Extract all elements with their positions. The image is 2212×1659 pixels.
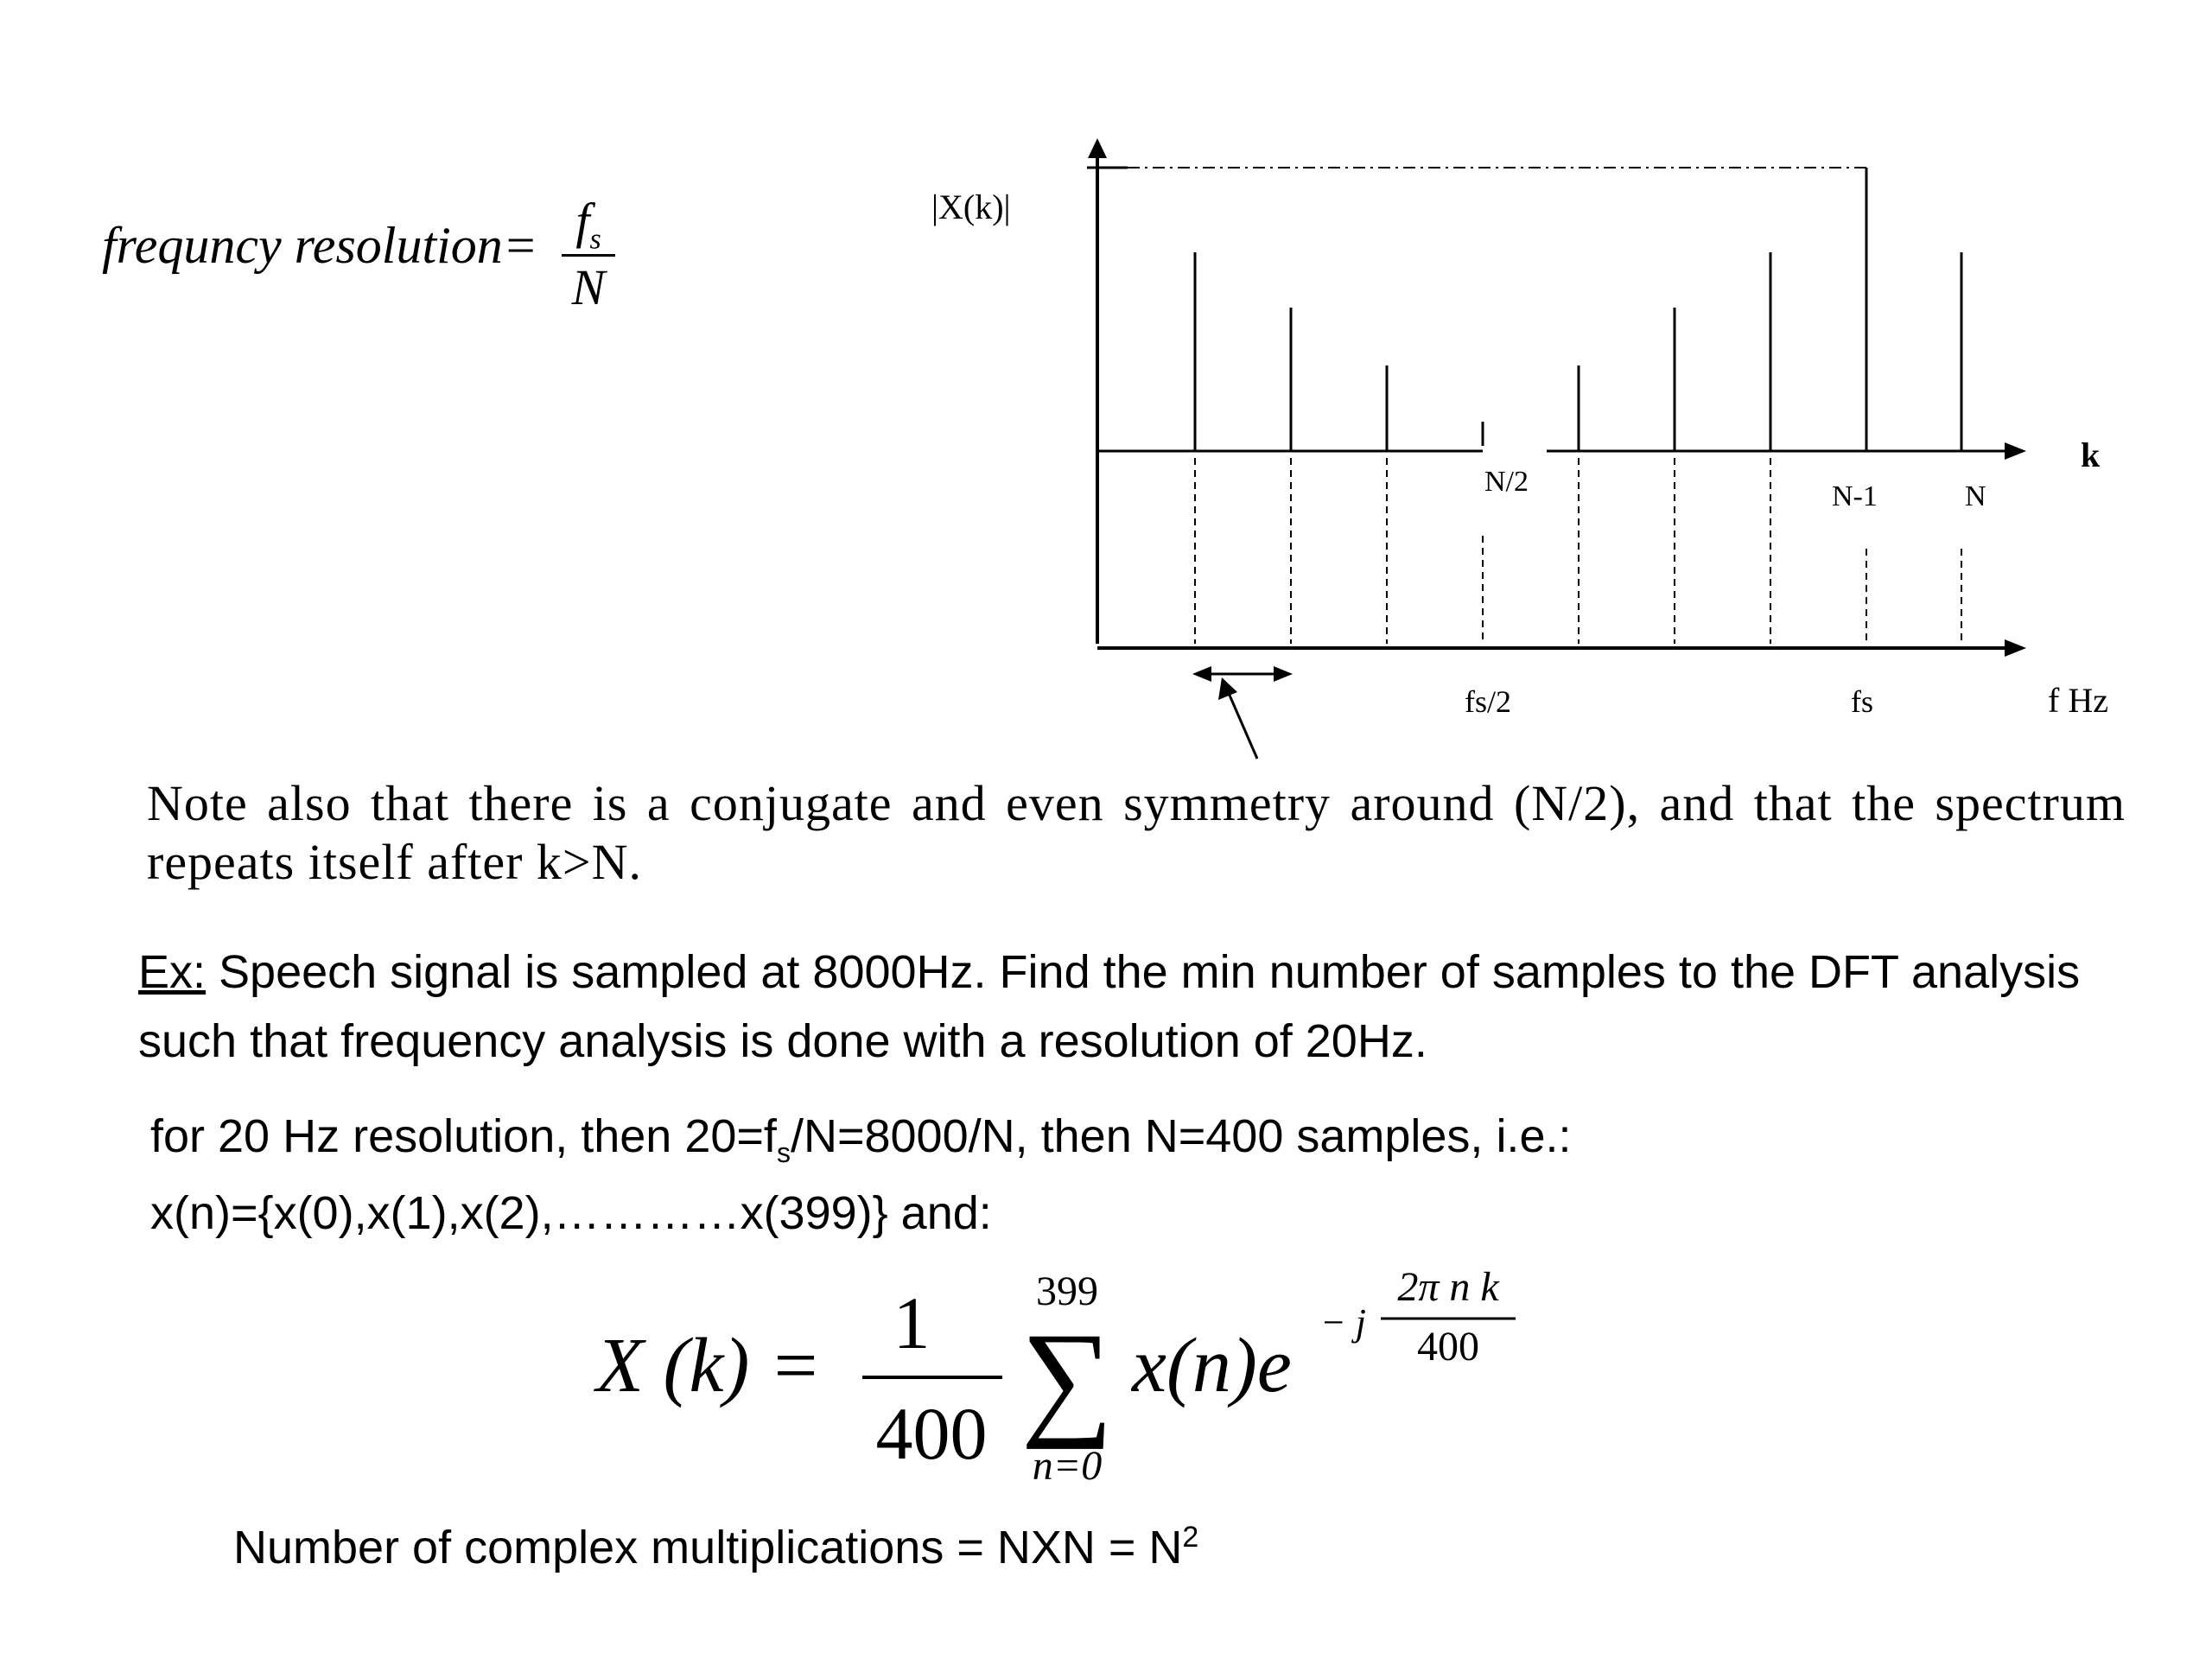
dft-sum-lower: n=0	[1032, 1443, 1103, 1489]
tick-label-n-half: N/2	[1484, 466, 1529, 498]
dft-summand: x(n)e	[1132, 1323, 1292, 1408]
dft-formula	[588, 1262, 1555, 1495]
calc-line-2: x(n)={x(0),x(1),x(2),…………x(399)} and:	[150, 1186, 992, 1239]
resolution-arrowhead-right	[1274, 666, 1293, 682]
solution-calculation	[150, 1106, 2138, 1243]
example-prefix: Ex:	[138, 946, 207, 998]
f-axis-arrowhead	[2005, 639, 2026, 657]
tick-label-n: N	[1965, 480, 1986, 512]
tick-label-n-minus-1: N-1	[1832, 480, 1878, 512]
y-axis-label: |X(k)|	[931, 188, 1011, 226]
y-axis-arrowhead	[1088, 138, 1107, 158]
dft-lhs: X (k) =	[596, 1323, 822, 1408]
dft-sigma: ∑	[1020, 1306, 1114, 1450]
example-problem	[138, 938, 2126, 1076]
example-text: Speech signal is sampled at 8000Hz. Find the min number of samples to the DFT analysis such that frequency analysis is done with a resolution of 20Hz.	[138, 946, 2081, 1067]
resolution-pointer-head	[1218, 677, 1237, 700]
dft-exp-numerator: 2π n k	[1397, 1264, 1499, 1310]
freq-resolution-equals: =	[502, 217, 538, 274]
dft-exp-prefix: − j	[1320, 1301, 1366, 1344]
f-axis-label: f Hz	[2048, 681, 2108, 720]
k-axis-label: k	[2081, 435, 2101, 474]
freq-resolution-denominator: N	[571, 259, 606, 315]
spectral-lines	[1195, 252, 1961, 451]
spectrum-diagram	[0, 0, 2212, 778]
complex-multiplications: Number of complex multiplications = NXN = $N^2$	[233, 1521, 1199, 1573]
resolution-pointer	[1228, 691, 1257, 759]
dft-coef-numerator: 1	[893, 1281, 931, 1364]
dft-sum-upper: 399	[1036, 1268, 1098, 1314]
dft-coef-denominator: 400	[875, 1392, 988, 1475]
freq-resolution-text: frequncy resolution	[102, 217, 503, 274]
tick-label-fs-half: fs/2	[1465, 684, 1511, 719]
calc-line-1: for 20 Hz resolution, then $20=f_s/N=8000/N$, then N=400 samples, i.e.:	[150, 1110, 1572, 1168]
symmetry-note: Note also that there is a conjugate and even symmetry around (N/2), and that the spectrum repeats itself after k>N.	[147, 775, 2126, 890]
dft-exp-denominator: 400	[1417, 1324, 1479, 1370]
freq-resolution-numerator: $f_s$	[562, 188, 615, 257]
tick-label-fs: fs	[1851, 684, 1873, 719]
resolution-arrowhead-left	[1192, 666, 1211, 682]
k-axis-arrowhead	[2005, 442, 2026, 460]
